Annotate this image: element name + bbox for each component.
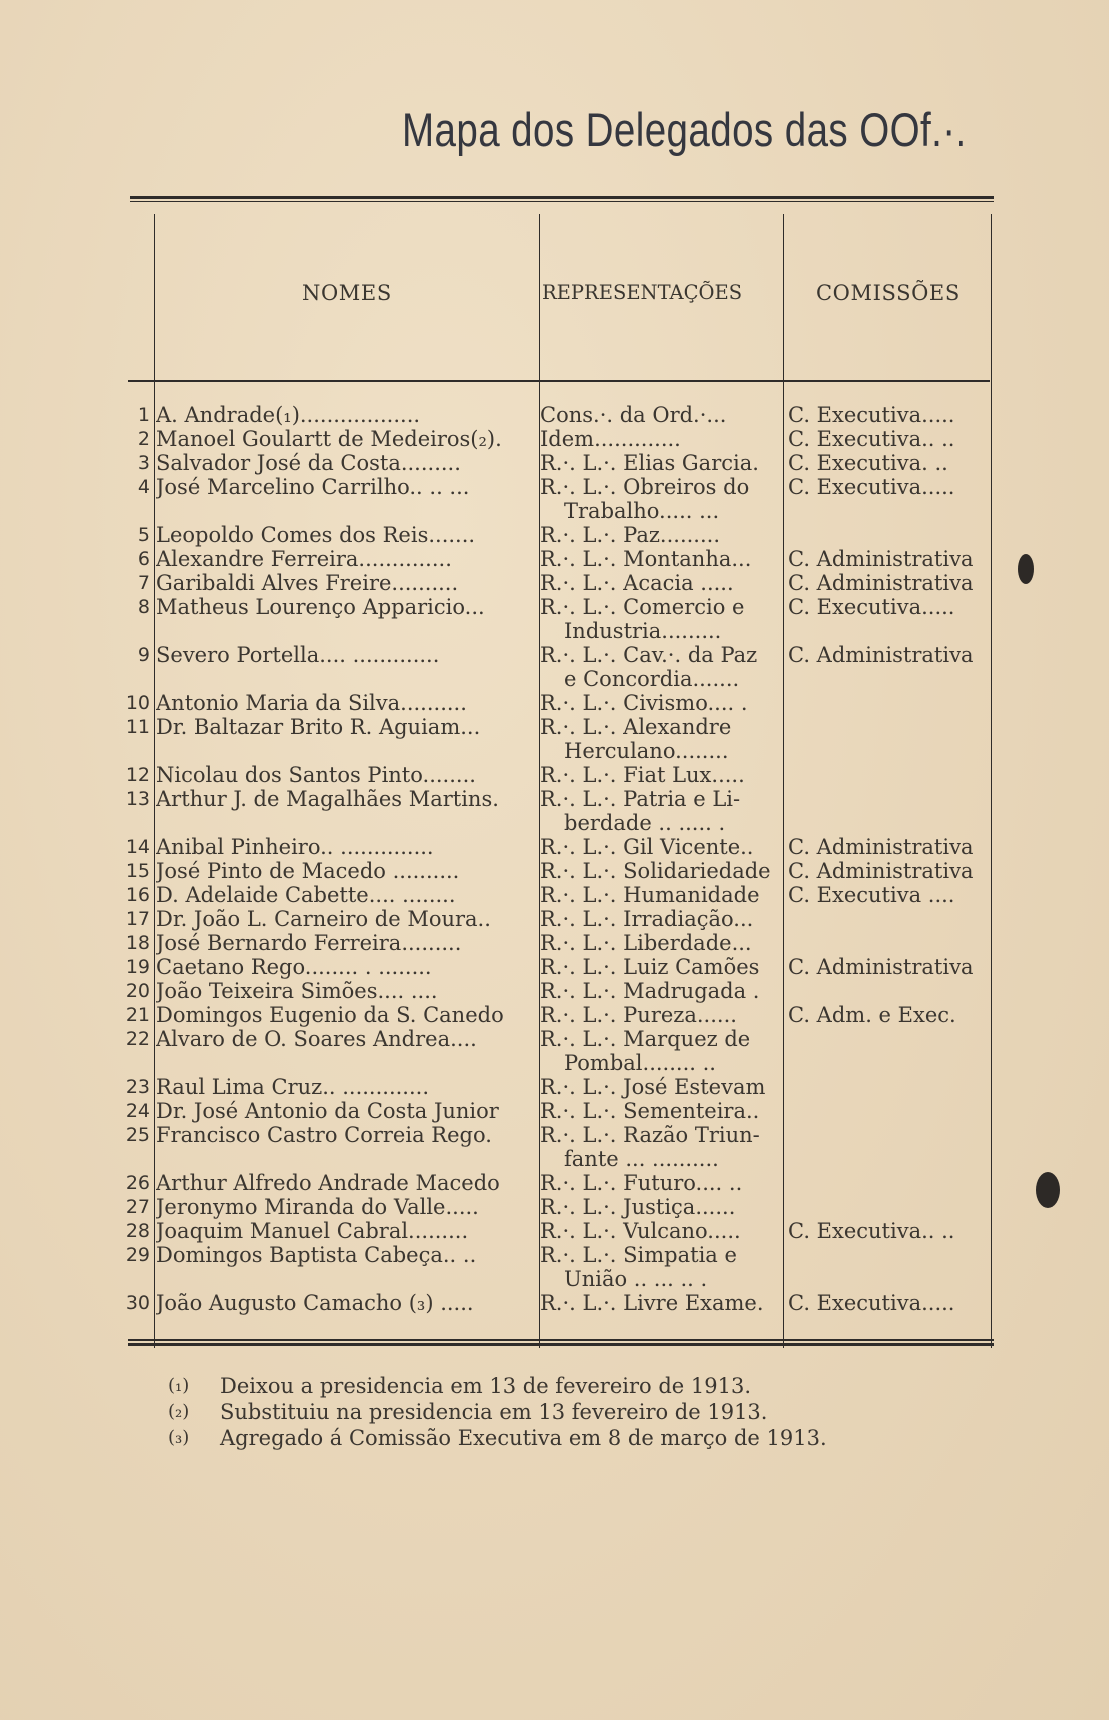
commission: C. Administrativa [788, 547, 974, 571]
delegate-name: Antonio Maria da Silva.......... [156, 691, 467, 715]
delegate-name: José Pinto de Macedo .......... [156, 859, 460, 883]
table-row [116, 1003, 996, 1027]
row-number: 2 [137, 428, 150, 450]
table-row-line [116, 1267, 996, 1291]
table-row [116, 907, 996, 931]
representation: e Concordia....... [564, 667, 740, 691]
delegate-name: Matheus Lourenço Apparicio... [156, 595, 485, 619]
table-row [116, 859, 996, 883]
table-row [116, 715, 996, 763]
delegate-name: Garibaldi Alves Freire.......... [156, 571, 459, 595]
delegate-name: Raul Lima Cruz.. ............. [156, 1075, 429, 1099]
representation: R.·. L.·. Montanha... [540, 547, 752, 571]
table-row-line [116, 811, 996, 835]
representation: Herculano........ [564, 739, 729, 763]
table-row-line [116, 763, 996, 787]
representation: União .. ... .. . [564, 1267, 708, 1291]
row-number: 19 [125, 956, 150, 978]
table-row [116, 427, 996, 451]
table-row [116, 1027, 996, 1075]
table-row [116, 955, 996, 979]
representation: R.·. L.·. Justiça...... [540, 1195, 736, 1219]
table-row-line [116, 787, 996, 811]
commission: C. Administrativa [788, 955, 974, 979]
row-number: 17 [125, 908, 150, 930]
row-number: 26 [125, 1172, 150, 1194]
table-row [116, 451, 996, 475]
header-rule [128, 380, 990, 382]
delegate-name: A. Andrade(₁).................. [156, 403, 421, 427]
representation: Industria......... [564, 619, 722, 643]
representation: berdade .. ..... . [564, 811, 726, 835]
row-number: 4 [137, 476, 150, 498]
representation: R.·. L.·. Patria e Li- [540, 787, 741, 811]
representation: R.·. L.·. Alexandre [540, 715, 732, 739]
bottom-rule [128, 1339, 994, 1341]
delegate-name: Manoel Goulartt de Medeiros(₂). [156, 427, 502, 451]
table-row-line [116, 931, 996, 955]
header-comissoes: COMISSÕES [816, 281, 960, 305]
delegate-name: Leopoldo Comes dos Reis....... [156, 523, 476, 547]
commission: C. Executiva .... [788, 883, 955, 907]
page-title: Mapa dos Delegados das OOf.·. [402, 103, 967, 156]
commission: C. Executiva.. .. [788, 427, 955, 451]
row-number: 5 [137, 524, 150, 546]
row-number: 8 [137, 596, 150, 618]
delegate-name: Joaquim Manuel Cabral......... [156, 1219, 469, 1243]
representation: R.·. L.·. Elias Garcia. [540, 451, 759, 475]
commission: C. Administrativa [788, 571, 974, 595]
row-number: 1 [137, 404, 150, 426]
representation: R.·. L.·. Acacia ..... [540, 571, 734, 595]
commission: C. Administrativa [788, 859, 974, 883]
row-number: 22 [125, 1028, 150, 1050]
delegate-name: Dr. Baltazar Brito R. Aguiam... [156, 715, 481, 739]
delegate-name: Dr. João L. Carneiro de Moura.. [156, 907, 491, 931]
delegate-name: Francisco Castro Correia Rego. [156, 1123, 492, 1147]
commission: C. Executiva..... [788, 595, 955, 619]
table-row [116, 835, 996, 859]
delegate-name: Dr. José Antonio da Costa Junior [156, 1099, 499, 1123]
table-row-line [116, 1027, 996, 1051]
table-row-line [116, 571, 996, 595]
row-number: 6 [137, 548, 150, 570]
table-row-line [116, 1219, 996, 1243]
delegate-name: Caetano Rego........ . ........ [156, 955, 432, 979]
representation: R.·. L.·. Razão Triun- [540, 1123, 760, 1147]
representation: Cons.·. da Ord.·... [540, 403, 727, 427]
table-row [116, 547, 996, 571]
table-row-line [116, 1123, 996, 1147]
delegate-name: Salvador José da Costa......... [156, 451, 461, 475]
footnote-text: Agregado á Comissão Executiva em 8 de março de 1913. [220, 1426, 827, 1450]
header-nomes: NOMES [302, 281, 392, 305]
representation: R.·. L.·. José Estevam [540, 1075, 766, 1099]
commission: C. Executiva..... [788, 1291, 955, 1315]
row-number: 30 [125, 1292, 150, 1314]
delegate-name: Severo Portella.... ............. [156, 643, 440, 667]
table-row-line [116, 883, 996, 907]
representation: R.·. L.·. Futuro.... .. [540, 1171, 743, 1195]
delegate-name: Jeronymo Miranda do Valle..... [156, 1195, 479, 1219]
header-representacoes: REPRESENTAÇÕES [542, 281, 743, 304]
representation: Pombal........ .. [564, 1051, 716, 1075]
representation: Trabalho..... ... [564, 499, 720, 523]
table-row-line [116, 523, 996, 547]
row-number: 3 [137, 452, 150, 474]
top-rule [130, 196, 994, 199]
table-row-line [116, 403, 996, 427]
delegate-name: João Augusto Camacho (₃) ..... [156, 1291, 474, 1315]
commission: C. Executiva.. .. [788, 1219, 955, 1243]
representation: R.·. L.·. Obreiros do [540, 475, 750, 499]
representation: R.·. L.·. Solidariedade [540, 859, 771, 883]
table-row [116, 979, 996, 1003]
representation: R.·. L.·. Humanidade [540, 883, 760, 907]
row-number: 23 [125, 1076, 150, 1098]
footnote-marker: (₃) [168, 1427, 190, 1448]
table-row-line [116, 547, 996, 571]
representation: R.·. L.·. Luiz Camões [540, 955, 760, 979]
representation: R.·. L.·. Civismo.... . [540, 691, 748, 715]
top-rule-thin [130, 201, 994, 202]
representation: R.·. L.·. Paz......... [540, 523, 721, 547]
representation: R.·. L.·. Vulcano..... [540, 1219, 741, 1243]
table-row-line [116, 427, 996, 451]
row-number: 28 [125, 1220, 150, 1242]
table-row [116, 595, 996, 643]
representation: R.·. L.·. Comercio e [540, 595, 745, 619]
table-row-line [116, 1243, 996, 1267]
table-row [116, 1171, 996, 1195]
delegate-name: Arthur Alfredo Andrade Macedo [156, 1171, 500, 1195]
commission: C. Administrativa [788, 835, 974, 859]
table-row-line [116, 1075, 996, 1099]
commission: C. Executiva..... [788, 475, 955, 499]
row-number: 13 [125, 788, 150, 810]
ink-blot [1036, 1172, 1060, 1208]
footnote-marker: (₁) [168, 1375, 190, 1396]
footnote-text: Substituiu na presidencia em 13 fevereiro de 1913. [220, 1400, 768, 1424]
table-row [116, 475, 996, 523]
delegate-name: Anibal Pinheiro.. .............. [156, 835, 434, 859]
commission: C. Executiva. .. [788, 451, 948, 475]
table-row-line [116, 1291, 996, 1315]
table-row-line [116, 907, 996, 931]
representation: R.·. L.·. Marquez de [540, 1027, 751, 1051]
table-row [116, 691, 996, 715]
table-row-line [116, 451, 996, 475]
table-row-line [116, 595, 996, 619]
row-number: 10 [125, 692, 150, 714]
representation: R.·. L.·. Livre Exame. [540, 1291, 764, 1315]
table-row [116, 1291, 996, 1315]
table-row-line [116, 979, 996, 1003]
delegate-name: José Bernardo Ferreira......... [156, 931, 462, 955]
row-number: 12 [125, 764, 150, 786]
table-row-line [116, 1003, 996, 1027]
table-row-line [116, 1195, 996, 1219]
representation: R.·. L.·. Sementeira.. [540, 1099, 760, 1123]
bottom-rule-thick [128, 1343, 994, 1346]
delegates-table [116, 403, 996, 1315]
table-row [116, 1195, 996, 1219]
delegate-name: José Marcelino Carrilho.. .. ... [156, 475, 470, 499]
table-row-line [116, 643, 996, 667]
table-row-line [116, 715, 996, 739]
footnote-marker: (₂) [168, 1401, 190, 1422]
row-number: 24 [125, 1100, 150, 1122]
representation: R.·. L.·. Simpatia e [540, 1243, 737, 1267]
row-number: 27 [125, 1196, 150, 1218]
table-row [116, 787, 996, 835]
representation: R.·. L.·. Irradiação... [540, 907, 754, 931]
row-number: 11 [125, 716, 150, 738]
table-row-line [116, 499, 996, 523]
row-number: 20 [125, 980, 150, 1002]
representation: R.·. L.·. Pureza...... [540, 1003, 737, 1027]
representation: Idem............. [540, 427, 681, 451]
table-row-line [116, 1099, 996, 1123]
delegate-name: Nicolau dos Santos Pinto........ [156, 763, 476, 787]
table-row [116, 1099, 996, 1123]
row-number: 29 [125, 1244, 150, 1266]
table-row-line [116, 691, 996, 715]
table-row-line [116, 619, 996, 643]
table-row-line [116, 1147, 996, 1171]
commission: C. Adm. e Exec. [788, 1003, 956, 1027]
representation: R.·. L.·. Madrugada . [540, 979, 760, 1003]
table-row-line [116, 1171, 996, 1195]
table-row-line [116, 667, 996, 691]
table-row [116, 1123, 996, 1171]
table-row [116, 523, 996, 547]
representation: R.·. L.·. Cav.·. da Paz [540, 643, 758, 667]
commission: C. Administrativa [788, 643, 974, 667]
table-row [116, 931, 996, 955]
table-row [116, 1075, 996, 1099]
ink-blot [1018, 554, 1034, 584]
representation: R.·. L.·. Gil Vicente.. [540, 835, 754, 859]
row-number: 21 [125, 1004, 150, 1026]
table-row [116, 571, 996, 595]
representation: R.·. L.·. Liberdade... [540, 931, 752, 955]
delegate-name: D. Adelaide Cabette.... ........ [156, 883, 456, 907]
table-row-line [116, 835, 996, 859]
delegate-name: Alexandre Ferreira.............. [156, 547, 452, 571]
delegate-name: Domingos Baptista Cabeça.. .. [156, 1243, 477, 1267]
row-number: 18 [125, 932, 150, 954]
table-row [116, 1243, 996, 1291]
row-number: 25 [125, 1124, 150, 1146]
representation: R.·. L.·. Fiat Lux..... [540, 763, 745, 787]
row-number: 9 [137, 644, 150, 666]
commission: C. Executiva..... [788, 403, 955, 427]
row-number: 14 [125, 836, 150, 858]
representation: fante ... .......... [564, 1147, 719, 1171]
table-row-line [116, 1051, 996, 1075]
table-row [116, 403, 996, 427]
row-number: 7 [137, 572, 150, 594]
table-row [116, 643, 996, 691]
table-row-line [116, 739, 996, 763]
table-row-line [116, 475, 996, 499]
footnote-text: Deixou a presidencia em 13 de fevereiro de 1913. [220, 1374, 751, 1398]
table-row-line [116, 859, 996, 883]
table-row-line [116, 955, 996, 979]
row-number: 15 [125, 860, 150, 882]
delegate-name: João Teixeira Simões.... .... [156, 979, 438, 1003]
table-row [116, 883, 996, 907]
table-row [116, 1219, 996, 1243]
delegate-name: Domingos Eugenio da S. Canedo [156, 1003, 504, 1027]
row-number: 16 [125, 884, 150, 906]
delegate-name: Arthur J. de Magalhães Martins. [156, 787, 499, 811]
table-row [116, 763, 996, 787]
delegate-name: Alvaro de O. Soares Andrea.... [156, 1027, 477, 1051]
